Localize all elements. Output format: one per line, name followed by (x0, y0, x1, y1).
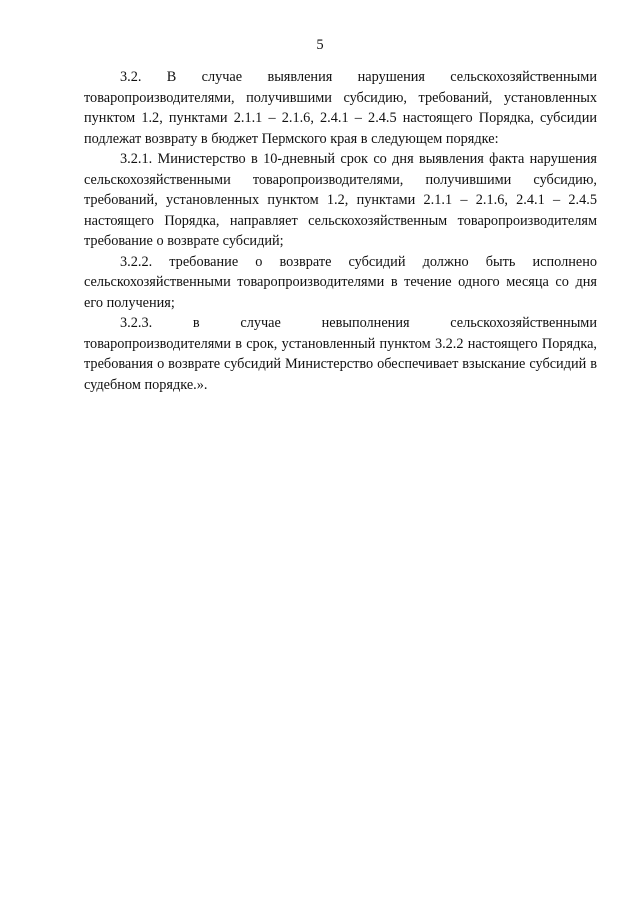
paragraph-3-2-1: 3.2.1. Министерство в 10-дневный срок со дня выявления факта нарушения сельскохозяйственными товаропроизводителями, получившими субсидию, требований, установленных пунктом 1.2, пунктами 2.1.1 – 2.1.6, 2.4.1 – 2.4.5 настоящего Порядка, направляет сельскохозяйственным товаропроизводителям требование о возврате субсидий; (84, 151, 597, 249)
page-number: 5 (316, 37, 324, 53)
document-body (84, 67, 597, 395)
paragraph-3-2: 3.2. В случае выявления нарушения сельскохозяйственными товаропроизводителями, получившими субсидию, требований, установленных пунктом 1.2, пунктами 2.1.1 – 2.1.6, 2.4.1 – 2.4.5 настоящего Порядка, субсидии подлежат возврату в бюджет Пермского края в следующем порядке: (84, 69, 597, 147)
paragraph-3-2-3: 3.2.3. в случае невыполнения сельскохозяйственными товаропроизводителями в срок, установленный пунктом 3.2.2 настоящего Порядка, требования о возврате субсидий Министерство обеспечивает взыскание субсидий в судебном порядке.». (84, 315, 597, 393)
paragraph-3-2-2: 3.2.2. требование о возврате субсидий должно быть исполнено сельскохозяйственными товаропроизводителями в течение одного месяца со дня его получения; (84, 253, 597, 311)
